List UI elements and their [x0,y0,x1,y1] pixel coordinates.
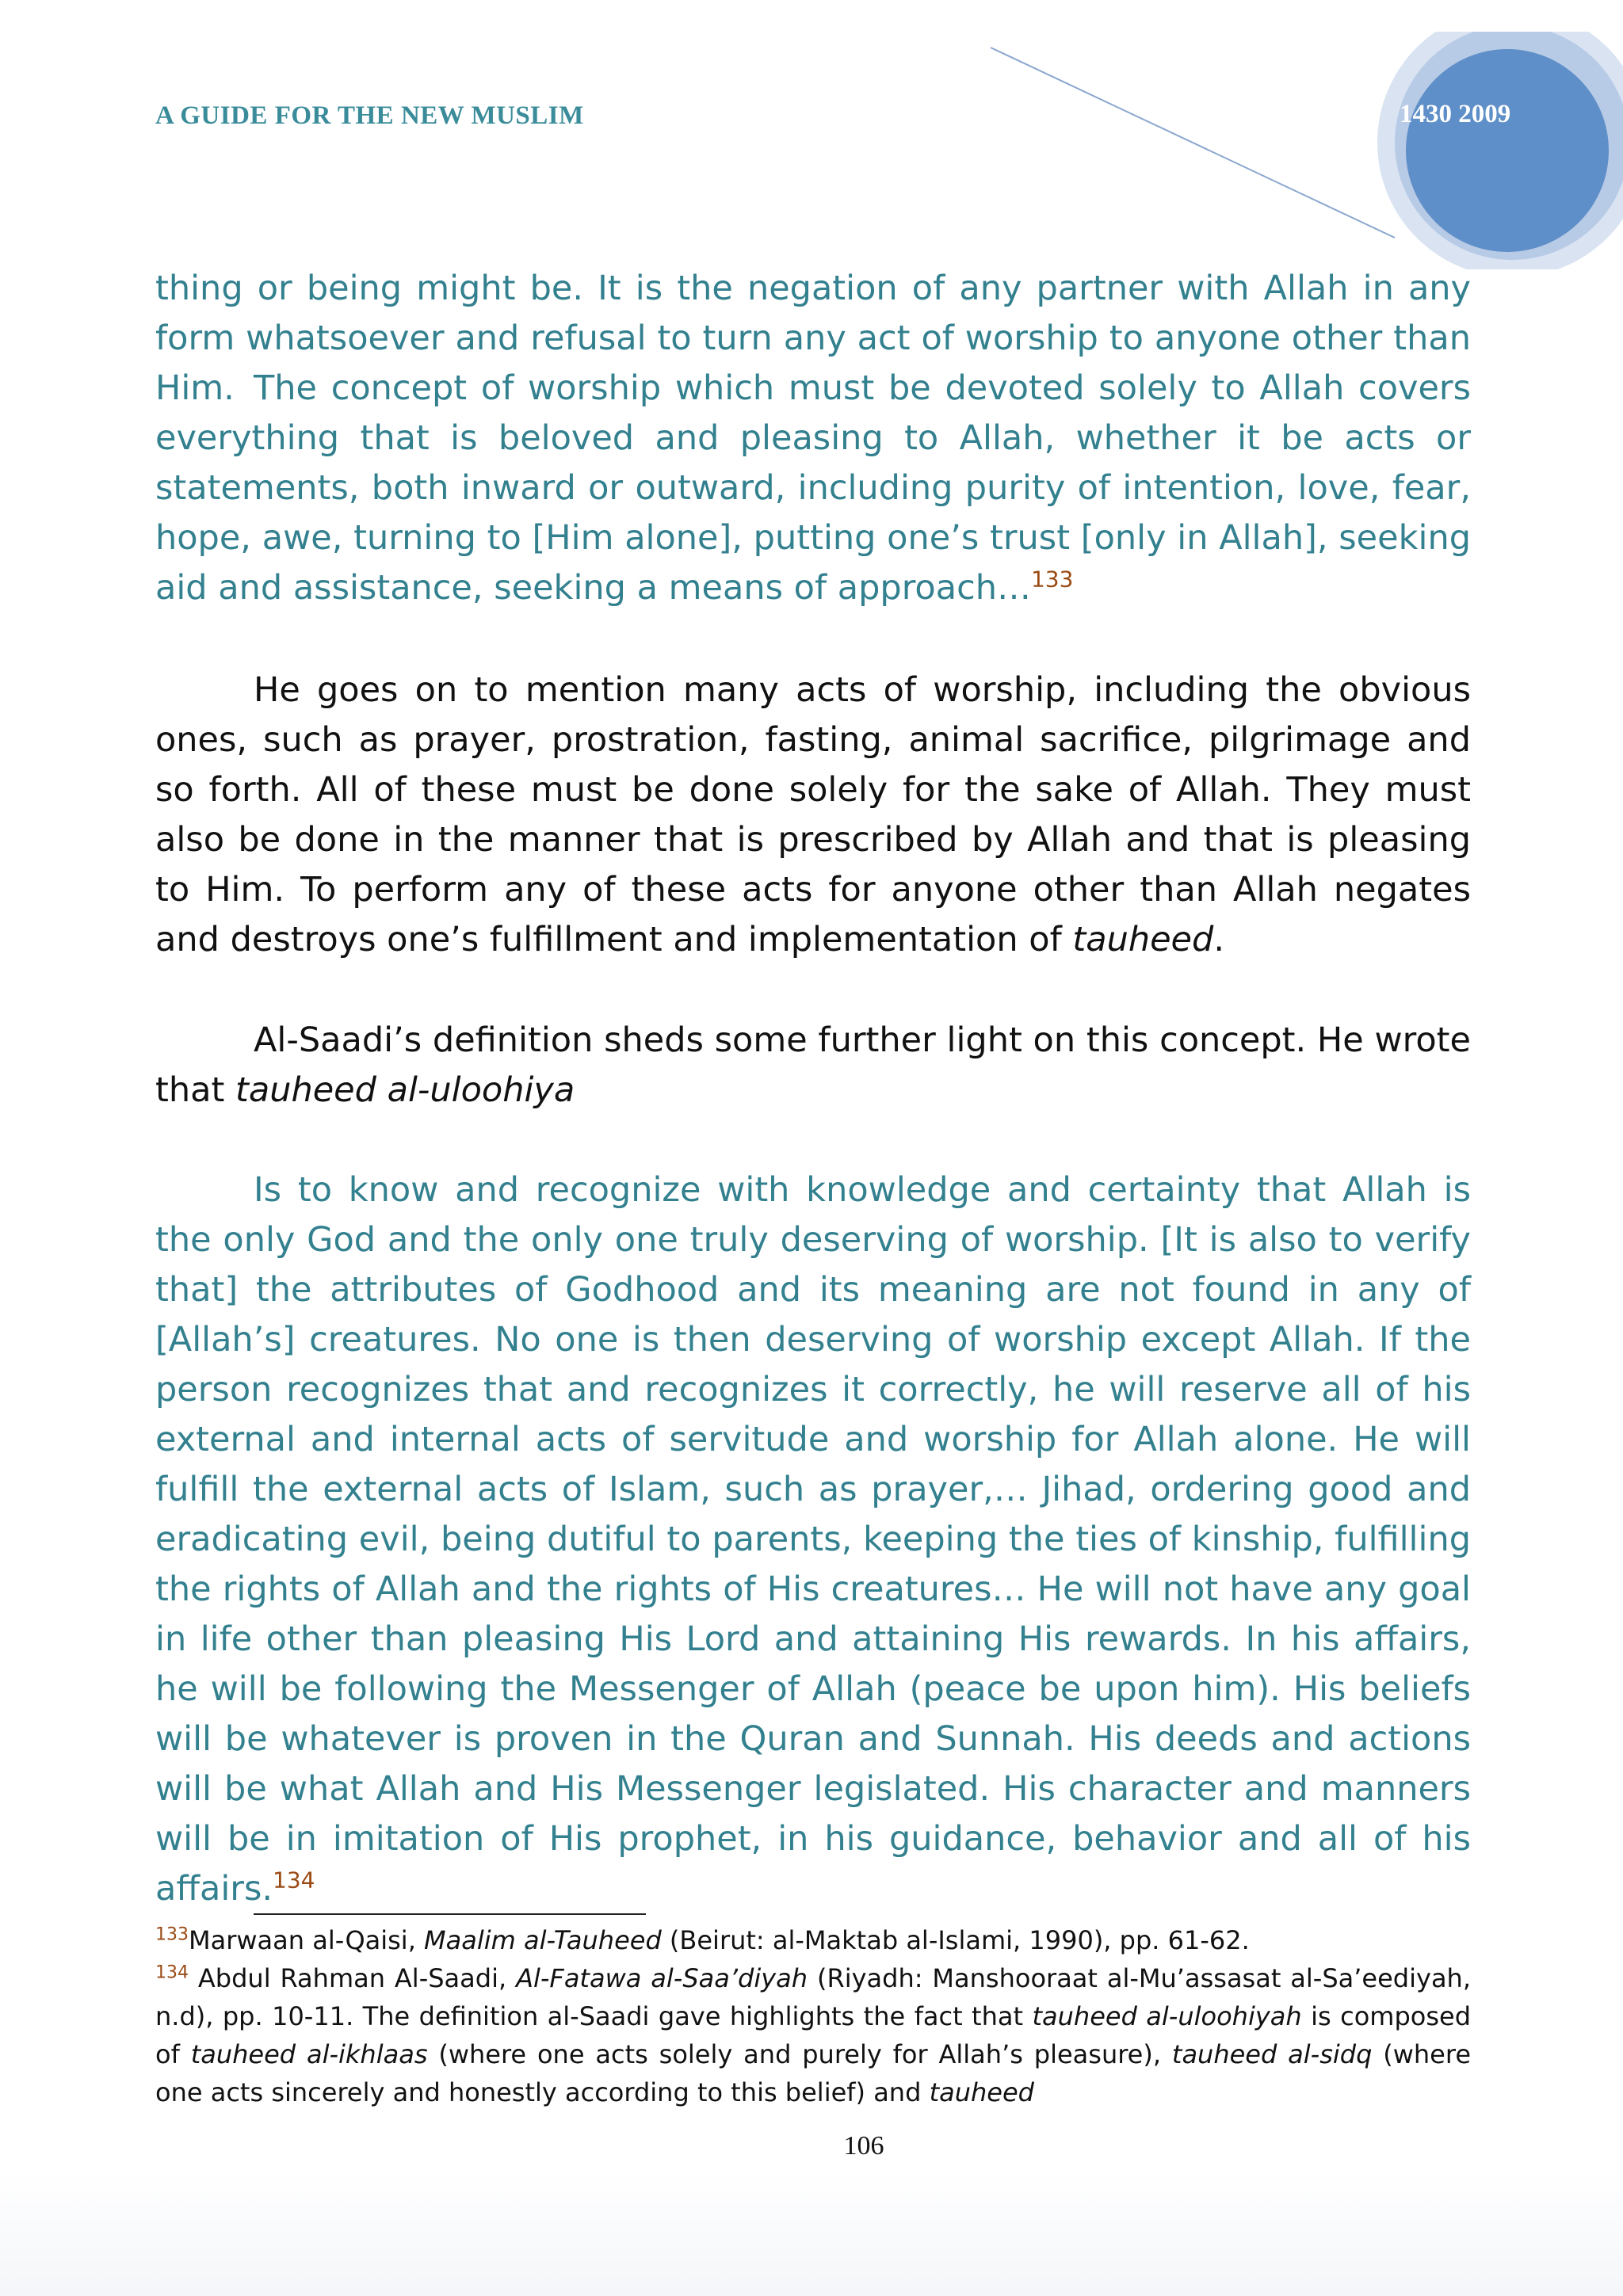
quote-paragraph-2 [155,364,1471,613]
worship-text: He goes on to mention many acts of worship, including the obvious ones, such as prayer, prostration, fasting, animal sacrifice, pilgrimage and so forth. All of these must be done solely for the sake of Allah. They must also be done in the manner that is prescribed by Allah and that is pleasing to Him. To perform any of these acts for anyone other than Allah negates and destroys one’s fulfillment and implementation of [155,670,1471,959]
body-paragraph-worship [155,666,1471,965]
quote-2-text: The concept of worship which must be devoted solely to Allah covers everything that is beloved and pleasing to Allah, whether it be acts or statements, both inward or outward, including purity of intention, love, fear, hope, awe, turning to [Him alone], putting one’s trust [only in Allah], seeking aid and assistance, seeking a means of approach… [155,368,1471,608]
footnote-134-term-1: tauheed al-uloohiyah [1032,2001,1302,2031]
footnotes [155,1921,1471,2111]
footnote-134-number: 134 [155,1962,189,1983]
footnote-ref-133[interactable]: 133 [1030,566,1074,593]
footnote-133-publication: (Beirut: al-Maktab al-Islami, 1990), pp. 61-62. [661,1925,1250,1955]
body-paragraph-saadi [155,1016,1471,1116]
page-bottom-shade [0,2171,1623,2296]
header-circle-decoration [951,32,1623,269]
footnote-ref-134[interactable]: 134 [273,1867,315,1894]
term-tauheed-al-uloohiya: tauheed al-uloohiya [235,1070,575,1110]
footnote-134-term-2: tauheed al-ikhlaas [190,2039,428,2069]
footnote-134-term-3: tauheed al-sidq [1171,2039,1373,2069]
footnote-133-title: Maalim al-Tauheed [424,1925,662,1955]
saadi-quote-text: Is to know and recognize with knowledge and certainty that Allah is the only God and the only one truly deserving of worship. [It is also to verify that] the attributes of Godhood and its meaning are not found in any of [Allah’s] creatures. No one is then deserving of worship except Allah. If the person recognizes that and recognizes it correctly, he will reserve all of his external and internal acts of servitude and worship for Allah alone. He will fulfill the external acts of Islam, such as prayer,… Jihad, ordering good and eradicating evil, being dutiful to parents, keeping the ties of kinship, fulfilling the rights of Allah and the rights of His creatures… He will not have any goal in life other than pleasing His Lord and attaining His rewards. In his affairs, he will be following the Messenger of Allah (peace be upon him). His beliefs will be whatever is proven in the Quran and Sunnah. His deeds and actions will be what Allah and His Messenger legislated. His character and manners will be in imitation of His prophet, in his guidance, behavior and all of his affairs. [155,1170,1471,1909]
footnote-134-text-1: (Riyadh: Manshooraat al-Mu’assasat al-Sa’eediyah, n.d), pp. 10-11. The definition al-Saadi gave highlights the fact that [155,1963,1472,2031]
footnote-134-text-4: (where one acts sincerely and honestly according to this belief) and [155,2039,1472,2107]
worship-end: . [1213,920,1224,959]
running-header-year: 1430 2009 [1400,100,1511,128]
saadi-text: Al-Saadi’s definition sheds some further light on this concept. He wrote that [155,1020,1471,1110]
footnote-133-number: 133 [155,1924,189,1945]
footnote-133 [155,1921,1471,1959]
quote-1-text: thing or being might be. It is the negation of any partner with Allah in any form whatsoever and refusal to turn any act of worship to anyone other than Him. [155,269,1471,408]
footnote-134-text-2: is composed of [155,2001,1472,2069]
footnote-134-term-4: tauheed [929,2077,1034,2107]
footnote-134-text-3: (where one acts solely and purely for Allah’s pleasure), [427,2039,1172,2069]
term-tauheed: tauheed [1072,920,1214,959]
footnote-133-author: Marwaan al-Qaisi, [189,1925,425,1955]
page-number: 106 [843,2131,884,2161]
footnote-134-author: Abdul Rahman Al-Saadi, [189,1963,517,1993]
running-header-title: A GUIDE FOR THE NEW MUSLIM [155,101,584,130]
footnote-separator [254,1913,646,1915]
footnote-134 [155,1959,1471,2111]
footnote-134-title: Al-Fatawa al-Saa’diyah [516,1963,808,1993]
quote-paragraph-saadi [155,1165,1471,1914]
